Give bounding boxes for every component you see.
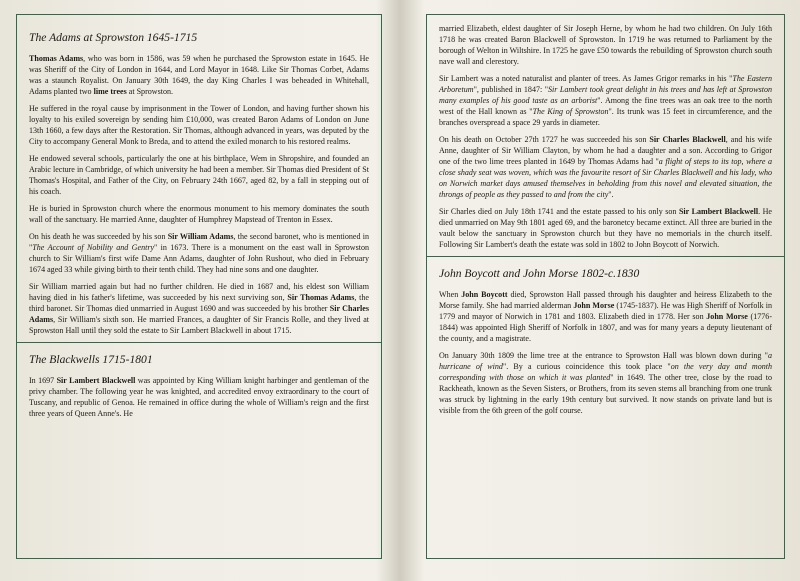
text-run: , and his wife Anne, daughter of Sir William Clayton, by whom he had a daughter and a son. According to Grigor one of the two lime trees planted in 1649 by Thomas Adams had " (439, 135, 772, 167)
body-paragraph (439, 73, 772, 128)
text-run: Sir Lambert was a noted naturalist and planter of trees. As James Grigor remarks in his " (439, 74, 733, 84)
bold-name: lime trees (93, 86, 127, 96)
body-paragraph (29, 103, 369, 147)
text-run: He suffered in the royal cause by imprisonment in the Tower of London, and having further shown his loyalty to his exiled sovereign by sending him £10,000, was created Baron Adams of London on June 13th 1660, a few days after the Restoration. Sir Thomas, although advanced in years, was deputed by the City to accompany General Monk to Breda, and to attend the exiled monarch to his restored realms. (29, 103, 369, 147)
text-run: died, Sprowston Hall passed through his daughter and heiress Elizabeth to the Morse family. She had married alderman (439, 290, 772, 311)
text-run: ". Among the fine trees was an oak tree to the north west of the Hall known as " (439, 96, 773, 117)
text-run: ". (608, 190, 614, 200)
body-paragraph (29, 53, 369, 97)
text-run: On his death on October 27th 1727 he was succeeded his son (439, 135, 650, 145)
text-run: " in 1673. There is a monument on the east wall in Sprowston church to Sir William's first wife Dame Ann Adams, daughter of John Rushout, who died in February 1674 aged 33 while giving birth to their tenth child. They had nine sons and one daughter. (29, 243, 369, 275)
italic-quote: a flight of steps to its top, where a close shady seat was woven, which was the favourite resort of Sir Charles Blackwell and his lady, who on Norwich market days amused themselves in beholding from this novel and elevated situation, the throngs of people as they passed to and from the city (439, 157, 772, 200)
body-paragraph (29, 281, 369, 336)
text-run: On January 30th 1809 the lime tree at the entrance to Sprowston Hall was blown down during " (439, 351, 768, 361)
italic-quote: a hurricane of wind (439, 351, 772, 372)
text-run: ". Its trunk was 15 feet in circumference, and the branches overspread a space 29 yards in diameter. (439, 107, 772, 128)
text-run: , who was born in 1586, was 59 when he purchased the Sprowston estate in 1645. He was Sheriff of the City of London in 1644, and Lord Mayor in 1648. Like Sir Thomas Corbet, Adams was a staunch Royalist. On January 30th 1649, the day King Charles I was beheaded in Whitehall, Adams planted two (29, 53, 370, 96)
body-paragraph (439, 289, 772, 344)
section-heading: The Blackwells 1715-1801 (29, 353, 153, 367)
text-run: , Sir William's sixth son. He married Frances, a daughter of Sir Francis Rolle, and they lived at Sprowston Hall until they sold the estate to Sir Lambert Blackwell in about 1715. (29, 315, 369, 336)
text-run: (1776-1844) was appointed High Sheriff of Norfolk in 1807, and was for many years a deputy lieutenant of the county, and a magistrate. (439, 312, 772, 344)
bold-name: Thomas Adams (29, 53, 84, 63)
italic-quote: on the very day and month corresponding with those on which it was planted (439, 362, 773, 383)
text-run: ", published in 1847: " (473, 85, 549, 95)
body-paragraph (29, 153, 369, 197)
italic-quote: The Account of Nobility and Gentry (32, 243, 155, 253)
bold-name: Sir William Adams (167, 232, 234, 242)
text-run: " in 1649. The other tree, close by the road to Rackheath, known as the Seven Sisters, or Brothers, from its seven stems all branching from one trunk was struck by lightning in the early 19th century but survived. It now stands on private land but is visible from the 6th green of the golf course. (439, 373, 772, 416)
section-divider (427, 256, 784, 257)
text-run: In 1697 (29, 376, 57, 386)
bold-name: Sir Thomas Adams (287, 293, 355, 303)
bold-name: Sir Lambert Blackwell (56, 376, 136, 386)
text-run: . He died unmarried on May 9th 1801 aged 69, and the baronetcy became extinct. All three are buried in the vault below the sanctuary in Sprowston church but they have no memorials in the church itself. Following Sir Lambert's death the estate was sold in 1802 to John Boycott of Norwich. (439, 207, 772, 250)
text-run: married Elizabeth, eldest daughter of Sir Joseph Herne, by whom he had two children. On July 16th 1718 he was created Baron Blackwell of Sprowston. In 1719 he was returned to Parliament by the borough of Welton in Wiltshire. In 1725 he gave £50 towards the rebuilding of Sprowston church south nave wall and clerestory. (439, 24, 772, 67)
text-run: Sir Charles died on July 18th 1741 and the estate passed to his only son (439, 207, 679, 217)
italic-quote: Sir Lambert took great delight in his trees and has left at Sprowston many examples of his good taste as an arborist (439, 85, 772, 106)
bold-name: John Morse (706, 312, 748, 322)
body-paragraph (439, 23, 772, 67)
body-paragraph (29, 375, 369, 419)
bold-name: Sir Charles Blackwell (649, 135, 726, 145)
text-run: ". By a curious coincidence this took place " (502, 362, 671, 372)
text-run: He endowed several schools, particularly the one at his birthplace, Wem in Shropshire, and founded an Arabic lecture in Cambridge, of which university he had been a member. Sir Thomas died President of St Thomas's Hospital, and Father of the City, on February 24th 1667, aged 82, by a fall in stepping out of his coach. (29, 154, 369, 197)
body-paragraph (29, 203, 369, 225)
section-heading: John Boycott and John Morse 1802-c.1830 (439, 267, 640, 281)
italic-quote: The King of Sprowston (532, 107, 609, 117)
body-paragraph (439, 206, 772, 250)
text-run: was appointed by King William knight harbinger and gentleman of the privy chamber. The following year he was knighted, and accredited envoy extraordinary to the court of Tuscany, and republic of Genoa. He remained in office during the whole of William's reign and the first three years of Queen Anne's. He (29, 376, 369, 419)
text-run: , the second baronet, who is mentioned in " (29, 232, 369, 253)
section-divider (17, 342, 381, 343)
bold-name: Sir Charles Adams (29, 304, 369, 325)
body-paragraph (439, 134, 772, 200)
body-paragraph (29, 231, 369, 275)
right-page (426, 14, 785, 559)
bold-name: John Morse (573, 301, 615, 311)
text-run: , the third baronet. Sir Thomas died unmarried in August 1690 and was succeeded by his brother (29, 293, 369, 314)
text-run: at Sprowston. (126, 86, 174, 96)
text-run: (1745-1837). He was High Sheriff of Norfolk in 1779 and mayor of Norwich in 1781 and 1803. Elizabeth died in 1778. Her son (439, 301, 772, 322)
text-run: When (439, 290, 462, 300)
left-page (16, 14, 382, 559)
section-heading: The Adams at Sprowston 1645-1715 (29, 31, 198, 44)
bold-name: Sir Lambert Blackwell (678, 207, 759, 217)
bold-name: John Boycott (461, 290, 508, 300)
text-run: Sir William married again but had no further children. He died in 1687 and, his eldest son William having died in his father's lifetime, was succeeded by his next surviving son, (29, 282, 369, 303)
italic-quote: The Eastern Arboretum (439, 74, 772, 95)
text-run: He is buried in Sprowston church where the enormous monument to his memory dominates the south wall of the sanctuary. He married Anne, daughter of Humphrey Mapstead of Trenton in Essex. (29, 204, 369, 225)
text-run: On his death he was succeeded by his son (29, 232, 168, 242)
body-paragraph (439, 350, 772, 416)
